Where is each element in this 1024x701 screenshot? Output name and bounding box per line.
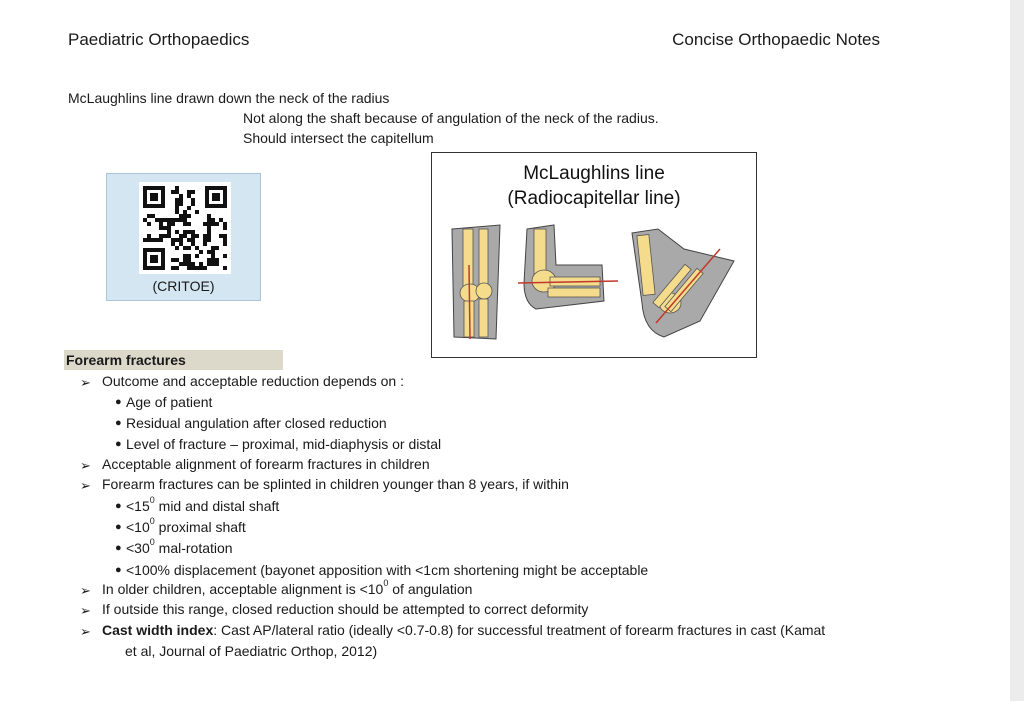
elbow-lateral-diagram <box>518 225 618 309</box>
bullet-dot: ● <box>115 438 122 450</box>
intro-line-3: Should intersect the capitellum <box>243 130 434 146</box>
bullet-dot: ● <box>115 500 122 512</box>
qr-caption: (CRITOE) <box>152 278 215 294</box>
bullet-dot: ● <box>115 521 122 533</box>
sub-list-item: $<30^0$ mal-rotation <box>126 537 233 556</box>
bullet-dot: ● <box>115 542 122 554</box>
elbow-ap-diagram <box>452 225 500 339</box>
intro-line-1: McLaughlins line drawn down the neck of the radius <box>68 90 390 106</box>
figure-title-line-1: McLaughlins line <box>523 163 665 184</box>
elbow-flexed-diagram <box>632 229 734 337</box>
list-item: Cast width index: Cast AP/lateral ratio (ideally <0.7-0.8) for successful treatment of forearm fractures in cast (Kamat <box>102 622 826 638</box>
list-item: Outcome and acceptable reduction depends on : <box>102 373 404 389</box>
section-heading: Forearm fractures <box>64 350 283 370</box>
arrow-bullet: ➢ <box>80 478 91 493</box>
bullet-dot: ● <box>115 396 122 408</box>
arrow-bullet: ➢ <box>80 624 91 639</box>
bullet-dot: ● <box>115 564 122 576</box>
list-item: In older children, acceptable alignment is $<10^0$ of angulation <box>102 578 473 597</box>
elbow-diagrams <box>432 153 756 357</box>
sub-list-item: <100% displacement (bayonet apposition with <1cm shortening might be acceptable <box>126 562 649 578</box>
list-item: If outside this range, closed reduction should be attempted to correct deformity <box>102 601 589 617</box>
sub-list-item: Residual angulation after closed reduction <box>126 415 387 431</box>
header-left-title: Paediatric Orthopaedics <box>68 30 250 49</box>
qr-code-icon[interactable] <box>139 182 231 274</box>
list-item: Acceptable alignment of forearm fractures in children <box>102 456 430 472</box>
list-item-continuation: et al, Journal of Paediatric Orthop, 2012) <box>125 643 378 659</box>
intro-line-2: Not along the shaft because of angulation of the neck of the radius. <box>243 110 659 126</box>
sub-list-item: $<15^0$ mid and distal shaft <box>126 495 280 514</box>
arrow-bullet: ➢ <box>80 603 91 618</box>
list-item: Forearm fractures can be splinted in children younger than 8 years, if within <box>102 476 569 492</box>
arrow-bullet: ➢ <box>80 458 91 473</box>
sub-list-item: $<10^0$ proximal shaft <box>126 516 246 535</box>
figure-title-line-2: (Radiocapitellar line) <box>507 188 681 209</box>
header-right-title: Concise Orthopaedic Notes <box>672 30 880 49</box>
qr-code-card[interactable] <box>106 173 261 301</box>
arrow-bullet: ➢ <box>80 375 91 390</box>
arrow-bullet: ➢ <box>80 583 91 598</box>
page-edge <box>1010 0 1024 701</box>
mclaughlins-line-figure <box>431 152 757 358</box>
bullet-dot: ● <box>115 417 122 429</box>
sub-list-item: Level of fracture – proximal, mid-diaphysis or distal <box>126 436 442 452</box>
sub-list-item: Age of patient <box>126 394 213 410</box>
